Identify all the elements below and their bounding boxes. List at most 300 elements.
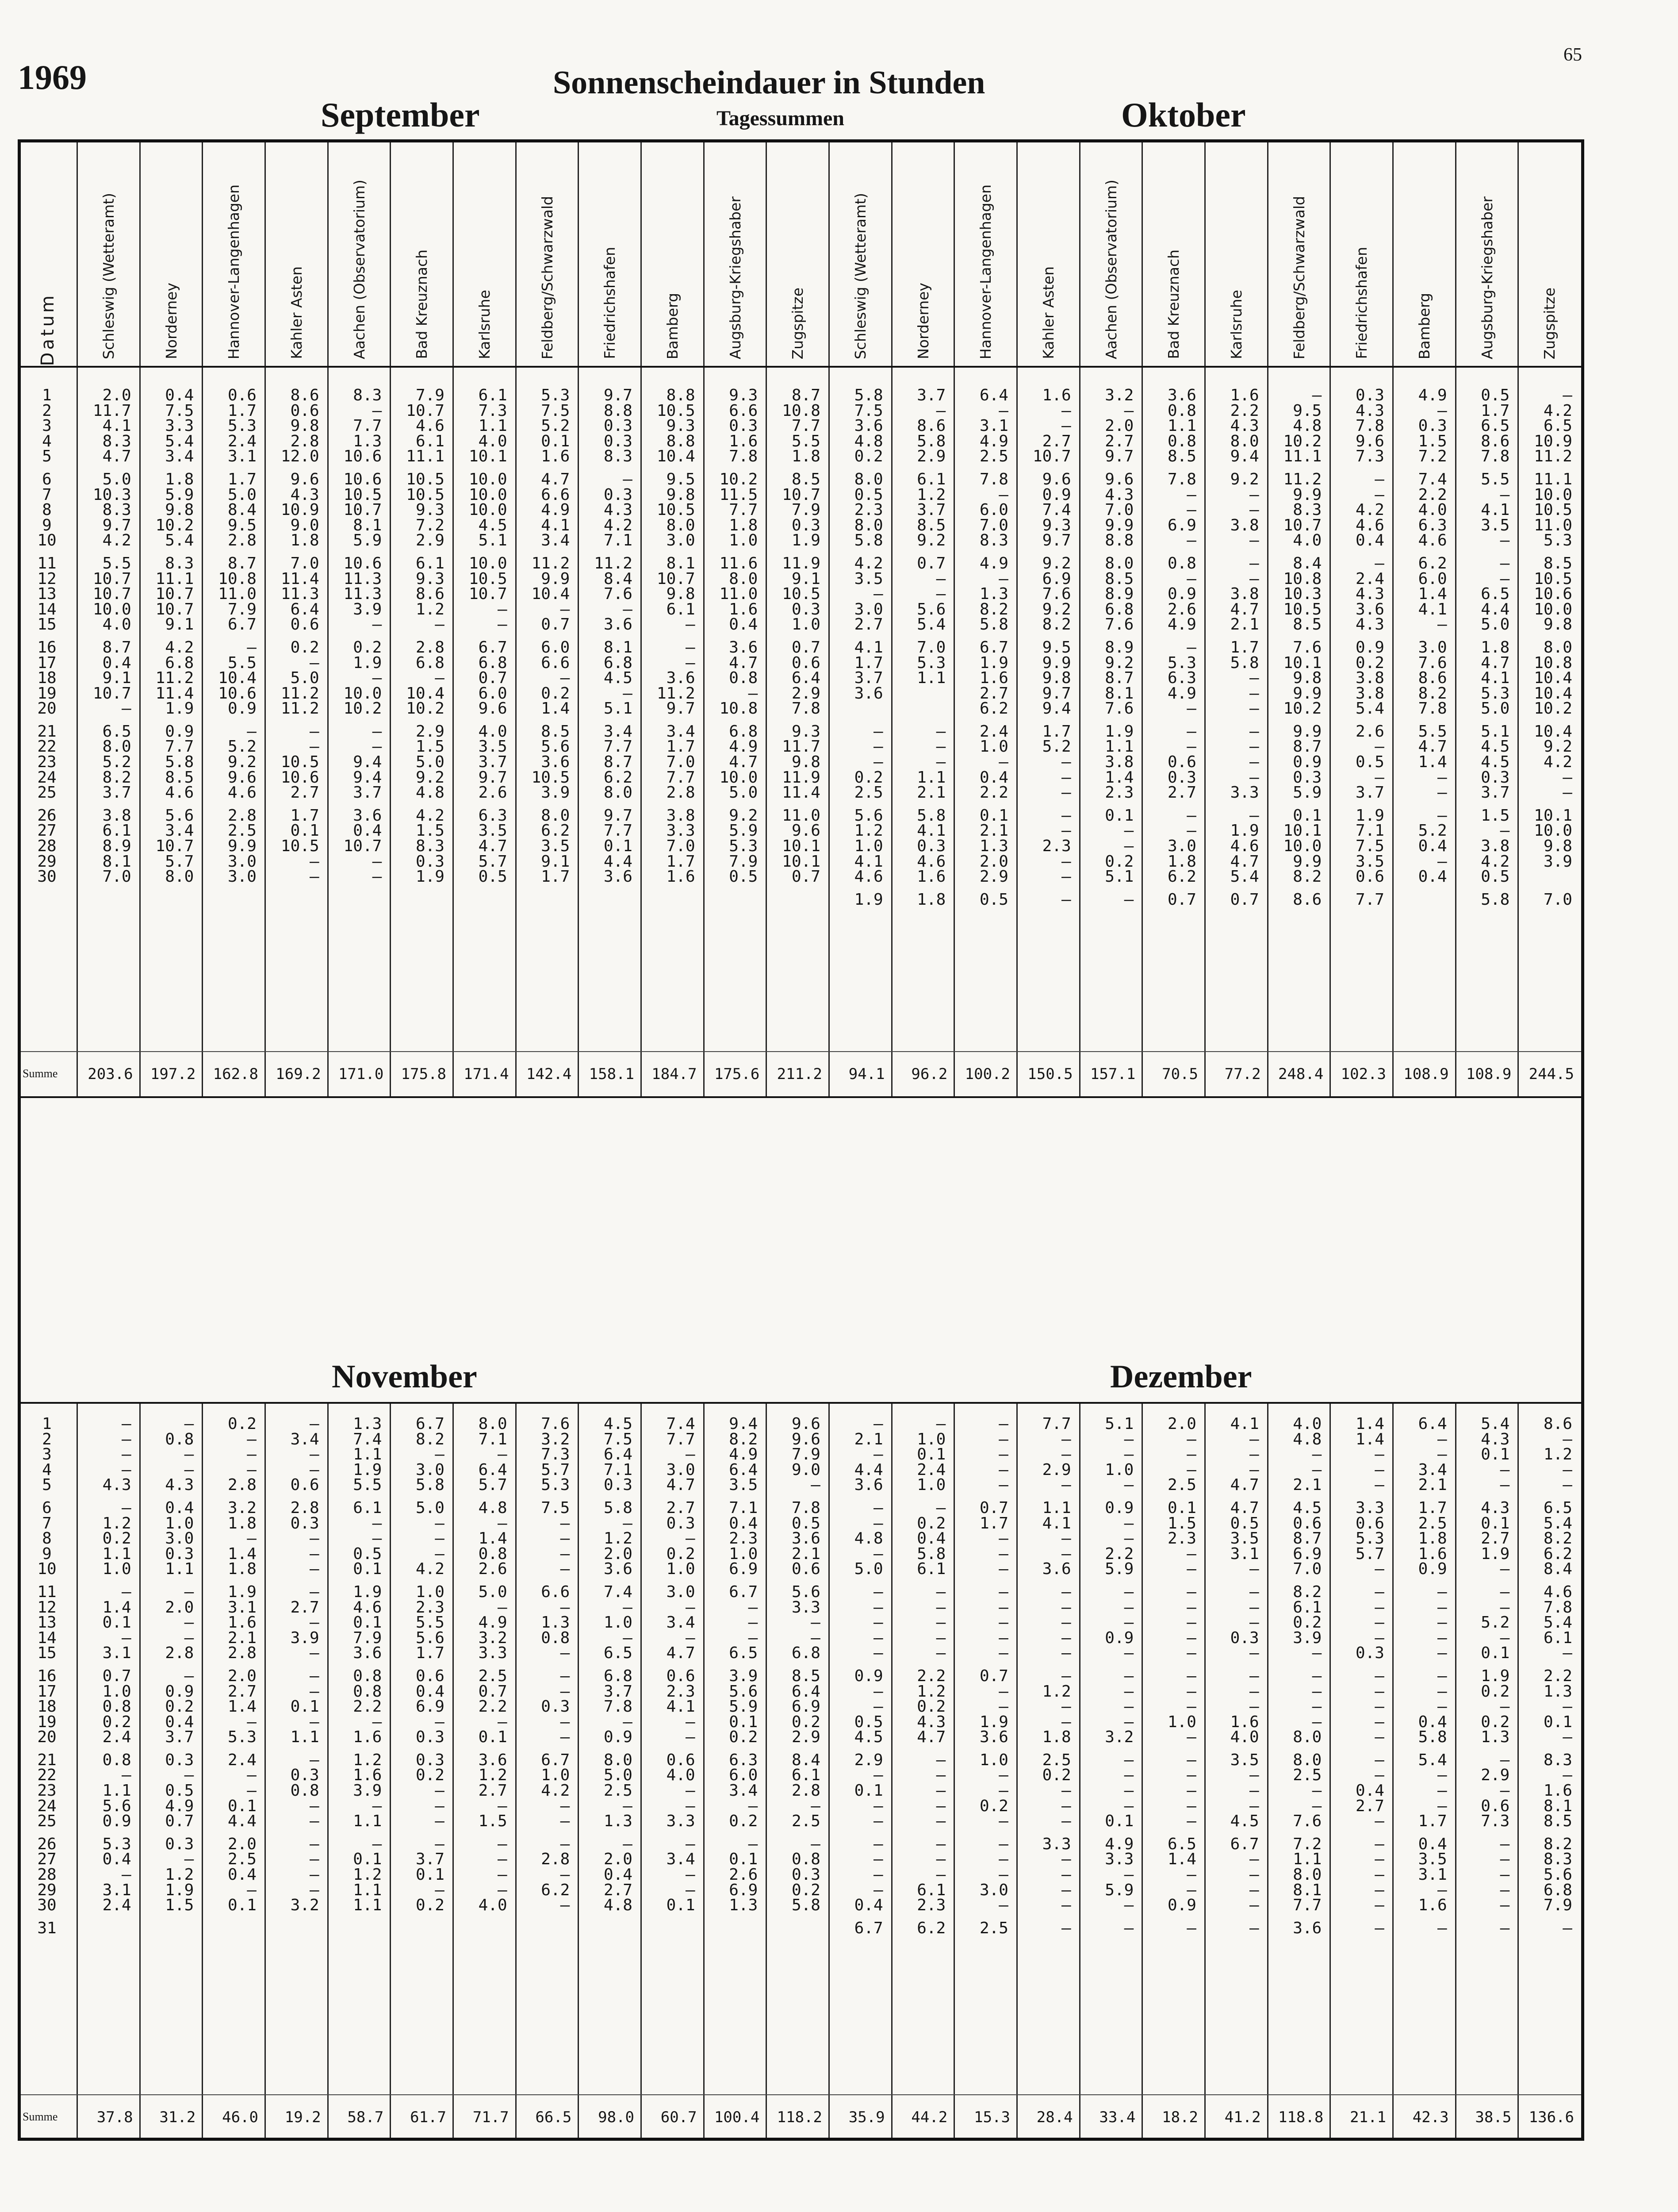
column-divider: [1392, 1402, 1394, 2138]
column-divider: [891, 142, 893, 1096]
table-cell: 2.0: [227, 1835, 257, 1853]
table-cell: 9.2: [415, 768, 444, 787]
table-cell: –: [748, 1598, 758, 1617]
table-cell: –: [1187, 569, 1196, 588]
table-cell: 0.1: [353, 1850, 382, 1869]
table-cell: 10.6: [1534, 585, 1572, 603]
table-cell: 1.1: [1167, 417, 1196, 435]
table-cell: 9.9: [1293, 722, 1322, 741]
table-cell: 5.9: [729, 822, 758, 840]
table-cell: 2.4: [227, 1751, 257, 1769]
table-cell: 1.9: [353, 653, 382, 672]
table-cell: 2.2: [917, 1667, 946, 1685]
table-cell: 10.8: [218, 569, 257, 588]
table-cell: 19: [37, 1713, 57, 1731]
table-cell: 2.3: [1042, 837, 1071, 856]
table-cell: 0.2: [290, 638, 319, 657]
table-cell: 6.2: [541, 1881, 570, 1899]
table-cell: 1.9: [979, 653, 1008, 672]
table-cell: 6.1: [415, 554, 444, 572]
table-cell: 2.1: [1293, 1476, 1322, 1494]
table-cell: 0.4: [729, 1514, 758, 1532]
table-cell: 10.6: [343, 447, 382, 466]
column-divider: [1204, 1402, 1206, 2138]
table-cell: 1.4: [102, 1598, 131, 1617]
table-cell: 8.1: [102, 852, 131, 871]
table-cell: –: [1124, 1682, 1134, 1701]
table-cell: 4.6: [1230, 837, 1259, 856]
table-cell: –: [1375, 1697, 1384, 1716]
station-header: Zugspitze: [789, 287, 807, 359]
table-cell: 1.2: [102, 1514, 131, 1532]
table-cell: –: [1061, 852, 1071, 871]
table-cell: –: [873, 737, 883, 756]
table-cell: 2.5: [478, 1667, 507, 1685]
table-cell: 2.8: [541, 1850, 570, 1869]
table-cell: 1: [42, 1415, 52, 1433]
table-cell: 27: [37, 822, 57, 840]
table-cell: 6.4: [791, 669, 820, 687]
table-cell: 1.8: [917, 890, 946, 909]
table-cell: 3.3: [666, 822, 695, 840]
table-cell: 8.0: [729, 569, 758, 588]
table-cell: 5.9: [165, 485, 194, 504]
table-cell: 3.9: [353, 600, 382, 618]
table-cell: 0.3: [165, 1544, 194, 1563]
table-cell: 4.0: [478, 722, 507, 741]
table-cell: 2.1: [1230, 615, 1259, 634]
station-data-column: [1145, 1417, 1196, 1936]
table-cell: 5.0: [102, 470, 131, 488]
table-cell: 5.6: [541, 737, 570, 756]
table-cell: 0.8: [1167, 554, 1196, 572]
table-cell: 0.4: [165, 1498, 194, 1517]
table-cell: 4.2: [603, 516, 632, 534]
table-cell: –: [1187, 1613, 1196, 1632]
table-cell: 4.8: [854, 1529, 883, 1548]
table-cell: 10.5: [1283, 600, 1322, 618]
table-cell: 1.1: [1293, 1850, 1322, 1869]
summe-value: 157.1: [1090, 1065, 1136, 1083]
table-cell: 2.6: [478, 1560, 507, 1578]
table-cell: 2.3: [1105, 783, 1134, 802]
table-cell: 1.0: [603, 1613, 632, 1632]
table-cell: 5.7: [541, 1460, 570, 1479]
table-cell: 4.7: [1230, 1476, 1259, 1494]
table-cell: 9.1: [541, 852, 570, 871]
table-cell: –: [309, 1797, 319, 1815]
table-cell: –: [1249, 531, 1259, 550]
table-cell: 1.0: [854, 837, 883, 856]
table-cell: –: [1187, 1560, 1196, 1578]
table-cell: 5.8: [854, 386, 883, 404]
table-cell: –: [1061, 1628, 1071, 1647]
station-data-column: [205, 1417, 257, 1913]
table-cell: –: [1500, 1697, 1510, 1716]
table-cell: –: [1437, 401, 1447, 420]
summe-value: 162.8: [213, 1065, 258, 1083]
column-divider: [1455, 1402, 1456, 2138]
table-cell: 7.7: [666, 768, 695, 787]
table-cell: 1.7: [1042, 722, 1071, 741]
table-cell: 5.2: [1418, 822, 1447, 840]
table-cell: 3.7: [603, 1682, 632, 1701]
table-cell: 9.3: [791, 722, 820, 741]
table-cell: 0.2: [1355, 653, 1384, 672]
table-cell: 9.4: [729, 1415, 758, 1433]
table-cell: 2.9: [1042, 1460, 1071, 1479]
table-cell: –: [560, 1514, 570, 1532]
table-cell: 3.0: [666, 1582, 695, 1601]
table-cell: 4.9: [729, 1445, 758, 1464]
table-cell: –: [435, 1544, 444, 1563]
table-cell: 2.7: [290, 783, 319, 802]
table-cell: 0.1: [603, 837, 632, 856]
table-cell: 7.8: [1167, 470, 1196, 488]
table-cell: –: [1375, 1713, 1384, 1731]
table-cell: 4.3: [917, 1713, 946, 1731]
table-cell: 1.4: [1355, 1430, 1384, 1448]
table-cell: 1.5: [415, 737, 444, 756]
table-cell: 11.1: [155, 569, 194, 588]
table-cell: 1.0: [1167, 1713, 1196, 1731]
table-cell: [1396, 892, 1447, 908]
day-number-column: [25, 1417, 69, 1936]
table-cell: 3.2: [541, 1430, 570, 1448]
column-divider: [1016, 1402, 1018, 2138]
table-cell: 5.0: [478, 1582, 507, 1601]
table-cell: 2: [42, 1430, 52, 1448]
summe-label: Summe: [23, 1067, 58, 1080]
summe-value: 18.2: [1162, 2108, 1198, 2126]
table-cell: 11.0: [1534, 516, 1572, 534]
table-cell: 9.9: [1105, 516, 1134, 534]
table-cell: 10.0: [468, 501, 507, 519]
table-cell: –: [1249, 1782, 1259, 1800]
table-cell: 0.8: [729, 669, 758, 687]
table-cell: 10.1: [1283, 822, 1322, 840]
sum-row-divider: [21, 2094, 1581, 2095]
table-cell: 1.5: [1167, 1514, 1196, 1532]
table-cell: 1.3: [603, 1812, 632, 1831]
table-cell: –: [560, 669, 570, 687]
table-cell: 1.4: [1167, 1850, 1196, 1869]
table-cell: 0.3: [415, 1751, 444, 1769]
station-data-column: [1459, 1417, 1510, 1936]
column-divider: [515, 142, 517, 1096]
table-cell: 6.6: [541, 485, 570, 504]
table-cell: 8.2: [1543, 1835, 1572, 1853]
table-cell: –: [1375, 1476, 1384, 1494]
column-divider: [390, 142, 391, 1096]
station-data-column: [832, 388, 883, 907]
table-cell: 3.6: [478, 1751, 507, 1769]
table-cell: 4.7: [1230, 852, 1259, 871]
table-cell: –: [1249, 737, 1259, 756]
station-data-column: [1396, 388, 1447, 907]
table-cell: 0.5: [353, 1544, 382, 1563]
table-cell: –: [1187, 1644, 1196, 1663]
table-cell: 2.7: [1105, 432, 1134, 450]
table-cell: 26: [37, 1835, 57, 1853]
table-cell: 4.9: [1167, 615, 1196, 634]
table-cell: 5.0: [415, 753, 444, 772]
table-cell: 1.2: [353, 1866, 382, 1884]
table-cell: 0.7: [1167, 890, 1196, 909]
table-cell: –: [560, 600, 570, 618]
table-cell: 2: [42, 401, 52, 420]
table-cell: –: [1375, 1582, 1384, 1601]
table-cell: 4.7: [1230, 600, 1259, 618]
table-cell: 5.8: [1230, 653, 1259, 672]
summe-value: 38.5: [1475, 2108, 1512, 2126]
table-cell: –: [1061, 806, 1071, 825]
table-cell: 3.2: [290, 1896, 319, 1915]
table-cell: 6.7: [541, 1751, 570, 1769]
table-cell: 6.1: [1543, 1628, 1572, 1647]
table-cell: 5.9: [1105, 1560, 1134, 1578]
table-cell: 8.0: [1293, 1751, 1322, 1769]
table-cell: 0.9: [1355, 638, 1384, 657]
table-cell: 1.1: [1042, 1498, 1071, 1517]
table-cell: –: [873, 1644, 883, 1663]
table-cell: –: [184, 1460, 194, 1479]
table-cell: –: [1124, 1613, 1134, 1632]
table-cell: 24: [37, 1797, 57, 1815]
table-cell: 26: [37, 806, 57, 825]
table-cell: 8: [42, 1529, 52, 1548]
table-cell: 4.0: [1293, 531, 1322, 550]
table-cell: –: [685, 1529, 695, 1548]
table-cell: 6.5: [1481, 585, 1510, 603]
table-cell: 6.9: [791, 1697, 820, 1716]
table-cell: 7.6: [603, 585, 632, 603]
table-cell: –: [936, 1797, 946, 1815]
table-cell: 24: [37, 768, 57, 787]
table-cell: –: [1187, 638, 1196, 657]
summe-value: 175.6: [714, 1065, 760, 1083]
table-cell: –: [560, 1896, 570, 1915]
table-cell: –: [1187, 1460, 1196, 1479]
table-cell: 5.6: [791, 1582, 820, 1601]
table-cell: 0.6: [791, 1560, 820, 1578]
table-cell: 1.7: [290, 806, 319, 825]
table-cell: 4.2: [415, 1560, 444, 1578]
table-cell: 2.5: [791, 1812, 820, 1831]
table-cell: –: [748, 1835, 758, 1853]
table-cell: 4.3: [1230, 417, 1259, 435]
table-cell: –: [372, 737, 382, 756]
table-cell: 0.6: [666, 1751, 695, 1769]
table-cell: 2.5: [979, 1919, 1008, 1937]
page-subtitle: Tagessummen: [716, 107, 844, 130]
summe-value: 171.4: [464, 1065, 509, 1083]
table-cell: 3.2: [227, 1498, 257, 1517]
table-cell: 1.5: [1418, 432, 1447, 450]
table-cell: 10.7: [1032, 447, 1071, 466]
table-cell: –: [1563, 1919, 1572, 1937]
table-cell: 7.4: [603, 1582, 632, 1601]
table-cell: 3.2: [1105, 386, 1134, 404]
table-cell: –: [560, 1544, 570, 1563]
table-cell: 4: [42, 1460, 52, 1479]
table-cell: –: [1249, 1896, 1259, 1915]
column-divider: [828, 142, 830, 1096]
table-cell: –: [1187, 1667, 1196, 1685]
table-cell: 10.7: [1283, 516, 1322, 534]
table-cell: 1.9: [415, 868, 444, 886]
table-cell: –: [811, 1628, 820, 1647]
station-data-column: [80, 388, 131, 885]
table-cell: –: [1061, 1850, 1071, 1869]
table-cell: 2.7: [1481, 1529, 1510, 1548]
table-cell: –: [1312, 1697, 1322, 1716]
summe-value: 100.4: [714, 2108, 760, 2126]
table-cell: 0.2: [854, 768, 883, 787]
table-cell: 2.8: [290, 432, 319, 450]
table-cell: –: [497, 1445, 507, 1464]
table-cell: –: [1187, 822, 1196, 840]
table-cell: 6.9: [415, 1697, 444, 1716]
station-data-column: [205, 388, 257, 885]
table-cell: –: [999, 753, 1008, 772]
table-cell: –: [1187, 1598, 1196, 1617]
table-cell: –: [936, 1628, 946, 1647]
station-header: Norderney: [914, 283, 932, 359]
table-cell: 0.2: [917, 1514, 946, 1532]
table-cell: 6.4: [478, 1460, 507, 1479]
station-data-column: [268, 1417, 319, 1913]
table-cell: –: [247, 1445, 257, 1464]
table-cell: 6.4: [290, 600, 319, 618]
table-cell: 1.9: [979, 1713, 1008, 1731]
table-cell: 7.0: [1543, 890, 1572, 909]
table-cell: 6.8: [729, 722, 758, 741]
table-cell: 4.6: [415, 417, 444, 435]
table-cell: 8.0: [478, 1415, 507, 1433]
table-cell: 1.8: [227, 1514, 257, 1532]
table-cell: 0.6: [227, 386, 257, 404]
table-cell: –: [936, 1850, 946, 1869]
station-header: Aachen (Observatorium): [1102, 180, 1120, 359]
table-cell: –: [1249, 501, 1259, 519]
table-cell: 2.7: [1167, 783, 1196, 802]
table-cell: 1.4: [478, 1529, 507, 1548]
table-cell: 4.6: [165, 783, 194, 802]
table-cell: –: [309, 1812, 319, 1831]
table-cell: 6.2: [603, 768, 632, 787]
table-cell: 10.4: [1534, 684, 1572, 703]
table-cell: –: [1187, 1697, 1196, 1716]
table-cell: –: [309, 653, 319, 672]
table-cell: 8.3: [165, 554, 194, 572]
table-cell: 9.1: [791, 569, 820, 588]
table-cell: –: [999, 1476, 1008, 1494]
table-cell: 6.4: [729, 1460, 758, 1479]
table-cell: 4.4: [854, 1460, 883, 1479]
table-cell: –: [685, 638, 695, 657]
table-cell: 2.2: [1418, 485, 1447, 504]
column-divider: [1016, 142, 1018, 1096]
table-cell: 3.1: [227, 447, 257, 466]
table-cell: 8.0: [1230, 432, 1259, 450]
table-cell: 3.5: [541, 837, 570, 856]
table-cell: 2.4: [102, 1728, 131, 1747]
column-divider: [703, 142, 705, 1096]
table-cell: 6.8: [791, 1644, 820, 1663]
table-cell: –: [1375, 1881, 1384, 1899]
table-cell: 0.4: [1418, 1835, 1447, 1853]
table-cell: –: [1061, 1919, 1071, 1937]
table-cell: 7.9: [729, 852, 758, 871]
table-cell: –: [560, 1835, 570, 1853]
station-header: Bad Kreuznach: [413, 250, 431, 359]
table-cell: 11.9: [782, 768, 820, 787]
table-cell: –: [1061, 1812, 1071, 1831]
table-cell: 10.0: [343, 684, 382, 703]
table-cell: –: [999, 1445, 1008, 1464]
table-cell: –: [999, 1782, 1008, 1800]
summe-value: 96.2: [911, 1065, 948, 1083]
table-cell: 5.4: [917, 615, 946, 634]
column-divider: [264, 1402, 266, 2138]
table-cell: –: [497, 1866, 507, 1884]
table-cell: 0.5: [165, 1782, 194, 1800]
table-cell: 0.1: [353, 1613, 382, 1632]
table-cell: 3.6: [541, 753, 570, 772]
table-cell: –: [1187, 1430, 1196, 1448]
table-cell: 4.0: [478, 1896, 507, 1915]
station-data-column: [393, 388, 444, 885]
table-cell: –: [309, 1751, 319, 1769]
table-cell: 0.9: [1105, 1628, 1134, 1647]
table-cell: 1.9: [1481, 1544, 1510, 1563]
summe-value: 171.0: [338, 1065, 384, 1083]
table-cell: 17: [37, 1682, 57, 1701]
table-cell: 5.0: [290, 669, 319, 687]
table-cell: –: [497, 615, 507, 634]
table-cell: 8.0: [165, 868, 194, 886]
table-cell: –: [873, 753, 883, 772]
table-cell: 10.7: [343, 501, 382, 519]
table-cell: 8.4: [1293, 554, 1322, 572]
table-cell: –: [873, 722, 883, 741]
table-cell: 7.5: [854, 401, 883, 420]
table-cell: 14: [37, 1628, 57, 1647]
table-cell: 3.4: [165, 822, 194, 840]
station-data-column: [769, 388, 820, 885]
table-cell: 2.9: [415, 531, 444, 550]
column-divider: [1204, 142, 1206, 1096]
table-cell: 0.1: [1481, 1644, 1510, 1663]
table-cell: 0.6: [1355, 1514, 1384, 1532]
table-cell: 1.7: [227, 470, 257, 488]
table-cell: –: [435, 669, 444, 687]
table-cell: –: [811, 1797, 820, 1815]
table-cell: 7.4: [1042, 501, 1071, 519]
table-cell: 2.2: [1230, 401, 1259, 420]
table-cell: 1.0: [415, 1582, 444, 1601]
table-cell: 10.5: [656, 401, 695, 420]
table-cell: 3.8: [1481, 837, 1510, 856]
table-cell: 5: [42, 447, 52, 466]
table-cell: 9.6: [791, 1415, 820, 1433]
table-cell: –: [623, 1835, 632, 1853]
table-cell: –: [936, 1498, 946, 1517]
table-cell: 2.5: [1042, 1751, 1071, 1769]
table-cell: 11.2: [1534, 447, 1572, 466]
table-cell: –: [309, 1881, 319, 1899]
